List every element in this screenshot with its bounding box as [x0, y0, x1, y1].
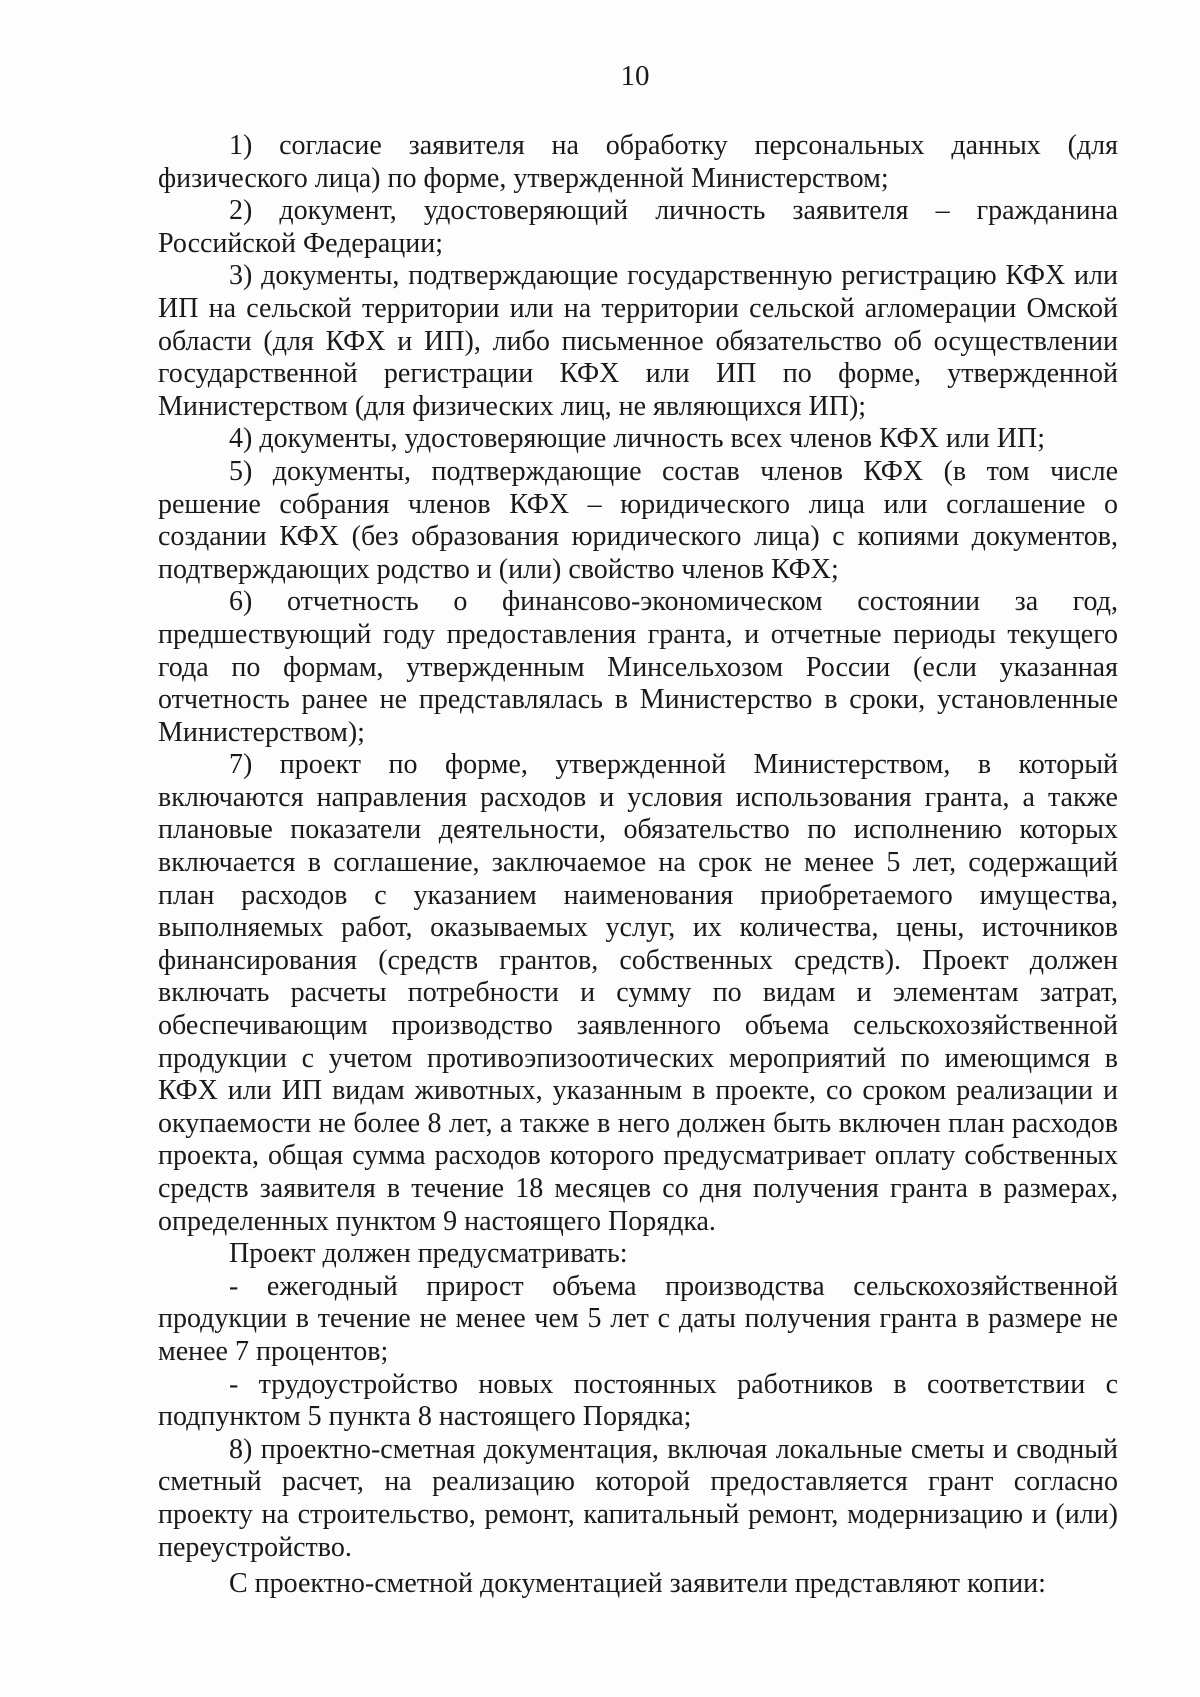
paragraph-project-intro: Проект должен предусматривать:: [229, 1238, 628, 1270]
paragraph-item-7: 7) проект по форме, утвержденной Министерством, в который включаются направления расходов и условия использования гранта, а также плановые показатели деятельности, обязательство по исполнению которых включается в соглашение, заключаемое на срок не менее 5 лет, содержащий план расходов с указанием наименования приобретаемого имущества, выполняемых работ, оказываемых услуг, их количества, цены, источников финансирования (средств грантов, собственных средств). Проект должен включать расчеты потребности и сумму по видам и элементам затрат, обеспечивающим производство заявленного объема сельскохозяйственной продукции с учетом противоэпизоотических мероприятий по имеющимся в КФХ или ИП видам животных, указанным в проекте, со сроком реализации и окупаемости не более 8 лет, а также в него должен быть включен план расходов проекта, общая сумма расходов которого предусматривает оплату собственных средств заявителя в течение 18 месяцев со дня получения гранта в размерах, определенных пунктом 9 настоящего Порядка.: [158, 749, 1118, 1237]
paragraph-item-1: 1) согласие заявителя на обработку персональных данных (для физического лица) по форме, утвержденной Министерством;: [158, 130, 1118, 194]
paragraph-item-6: 6) отчетность о финансово-экономическом состоянии за год, предшествующий году предоставления гранта, и отчетные периоды текущего года по формам, утвержденным Минсельхозом России (если указанная отчетность ранее не представлялась в Министерство в сроки, установленные Министерством);: [158, 586, 1118, 748]
page-number: 10: [620, 60, 650, 92]
paragraph-item-8: 8) проектно-сметная документация, включая локальные сметы и сводный сметный расчет, на реализацию которой предоставляется грант согласно проекту на строительство, ремонт, капитальный ремонт, модернизацию и (или) переустройство.: [158, 1433, 1118, 1563]
paragraph-copies-intro: С проектно-сметной документацией заявители представляют копии:: [229, 1568, 1046, 1600]
paragraph-item-5: 5) документы, подтверждающие состав членов КФХ (в том числе решение собрания членов КФХ – юридического лица или соглашение о создании КФХ (без образования юридического лица) с копиями документов, подтверждающих родство и (или) свойство членов КФХ;: [158, 455, 1118, 585]
document-body: [158, 130, 1118, 1601]
paragraph-item-4: 4) документы, удостоверяющие личность всех членов КФХ или ИП;: [229, 423, 1045, 455]
paragraph-item-3: 3) документы, подтверждающие государственную регистрацию КФХ или ИП на сельской территории или на территории сельской агломерации Омской области (для КФХ и ИП), либо письменное обязательство об осуществлении государственной регистрации КФХ или ИП по форме, утвержденной Министерством (для физических лиц, не являющихся ИП);: [158, 260, 1118, 422]
paragraph-bullet-growth: - ежегодный прирост объема производства сельскохозяйственной продукции в течение не менее чем 5 лет с даты получения гранта в размере не менее 7 процентов;: [158, 1270, 1118, 1367]
paragraph-item-2: 2) документ, удостоверяющий личность заявителя – гражданина Российской Федерации;: [158, 195, 1118, 259]
paragraph-bullet-employment: - трудоустройство новых постоянных работников в соответствии с подпунктом 5 пункта 8 настоящего Порядка;: [158, 1368, 1118, 1433]
